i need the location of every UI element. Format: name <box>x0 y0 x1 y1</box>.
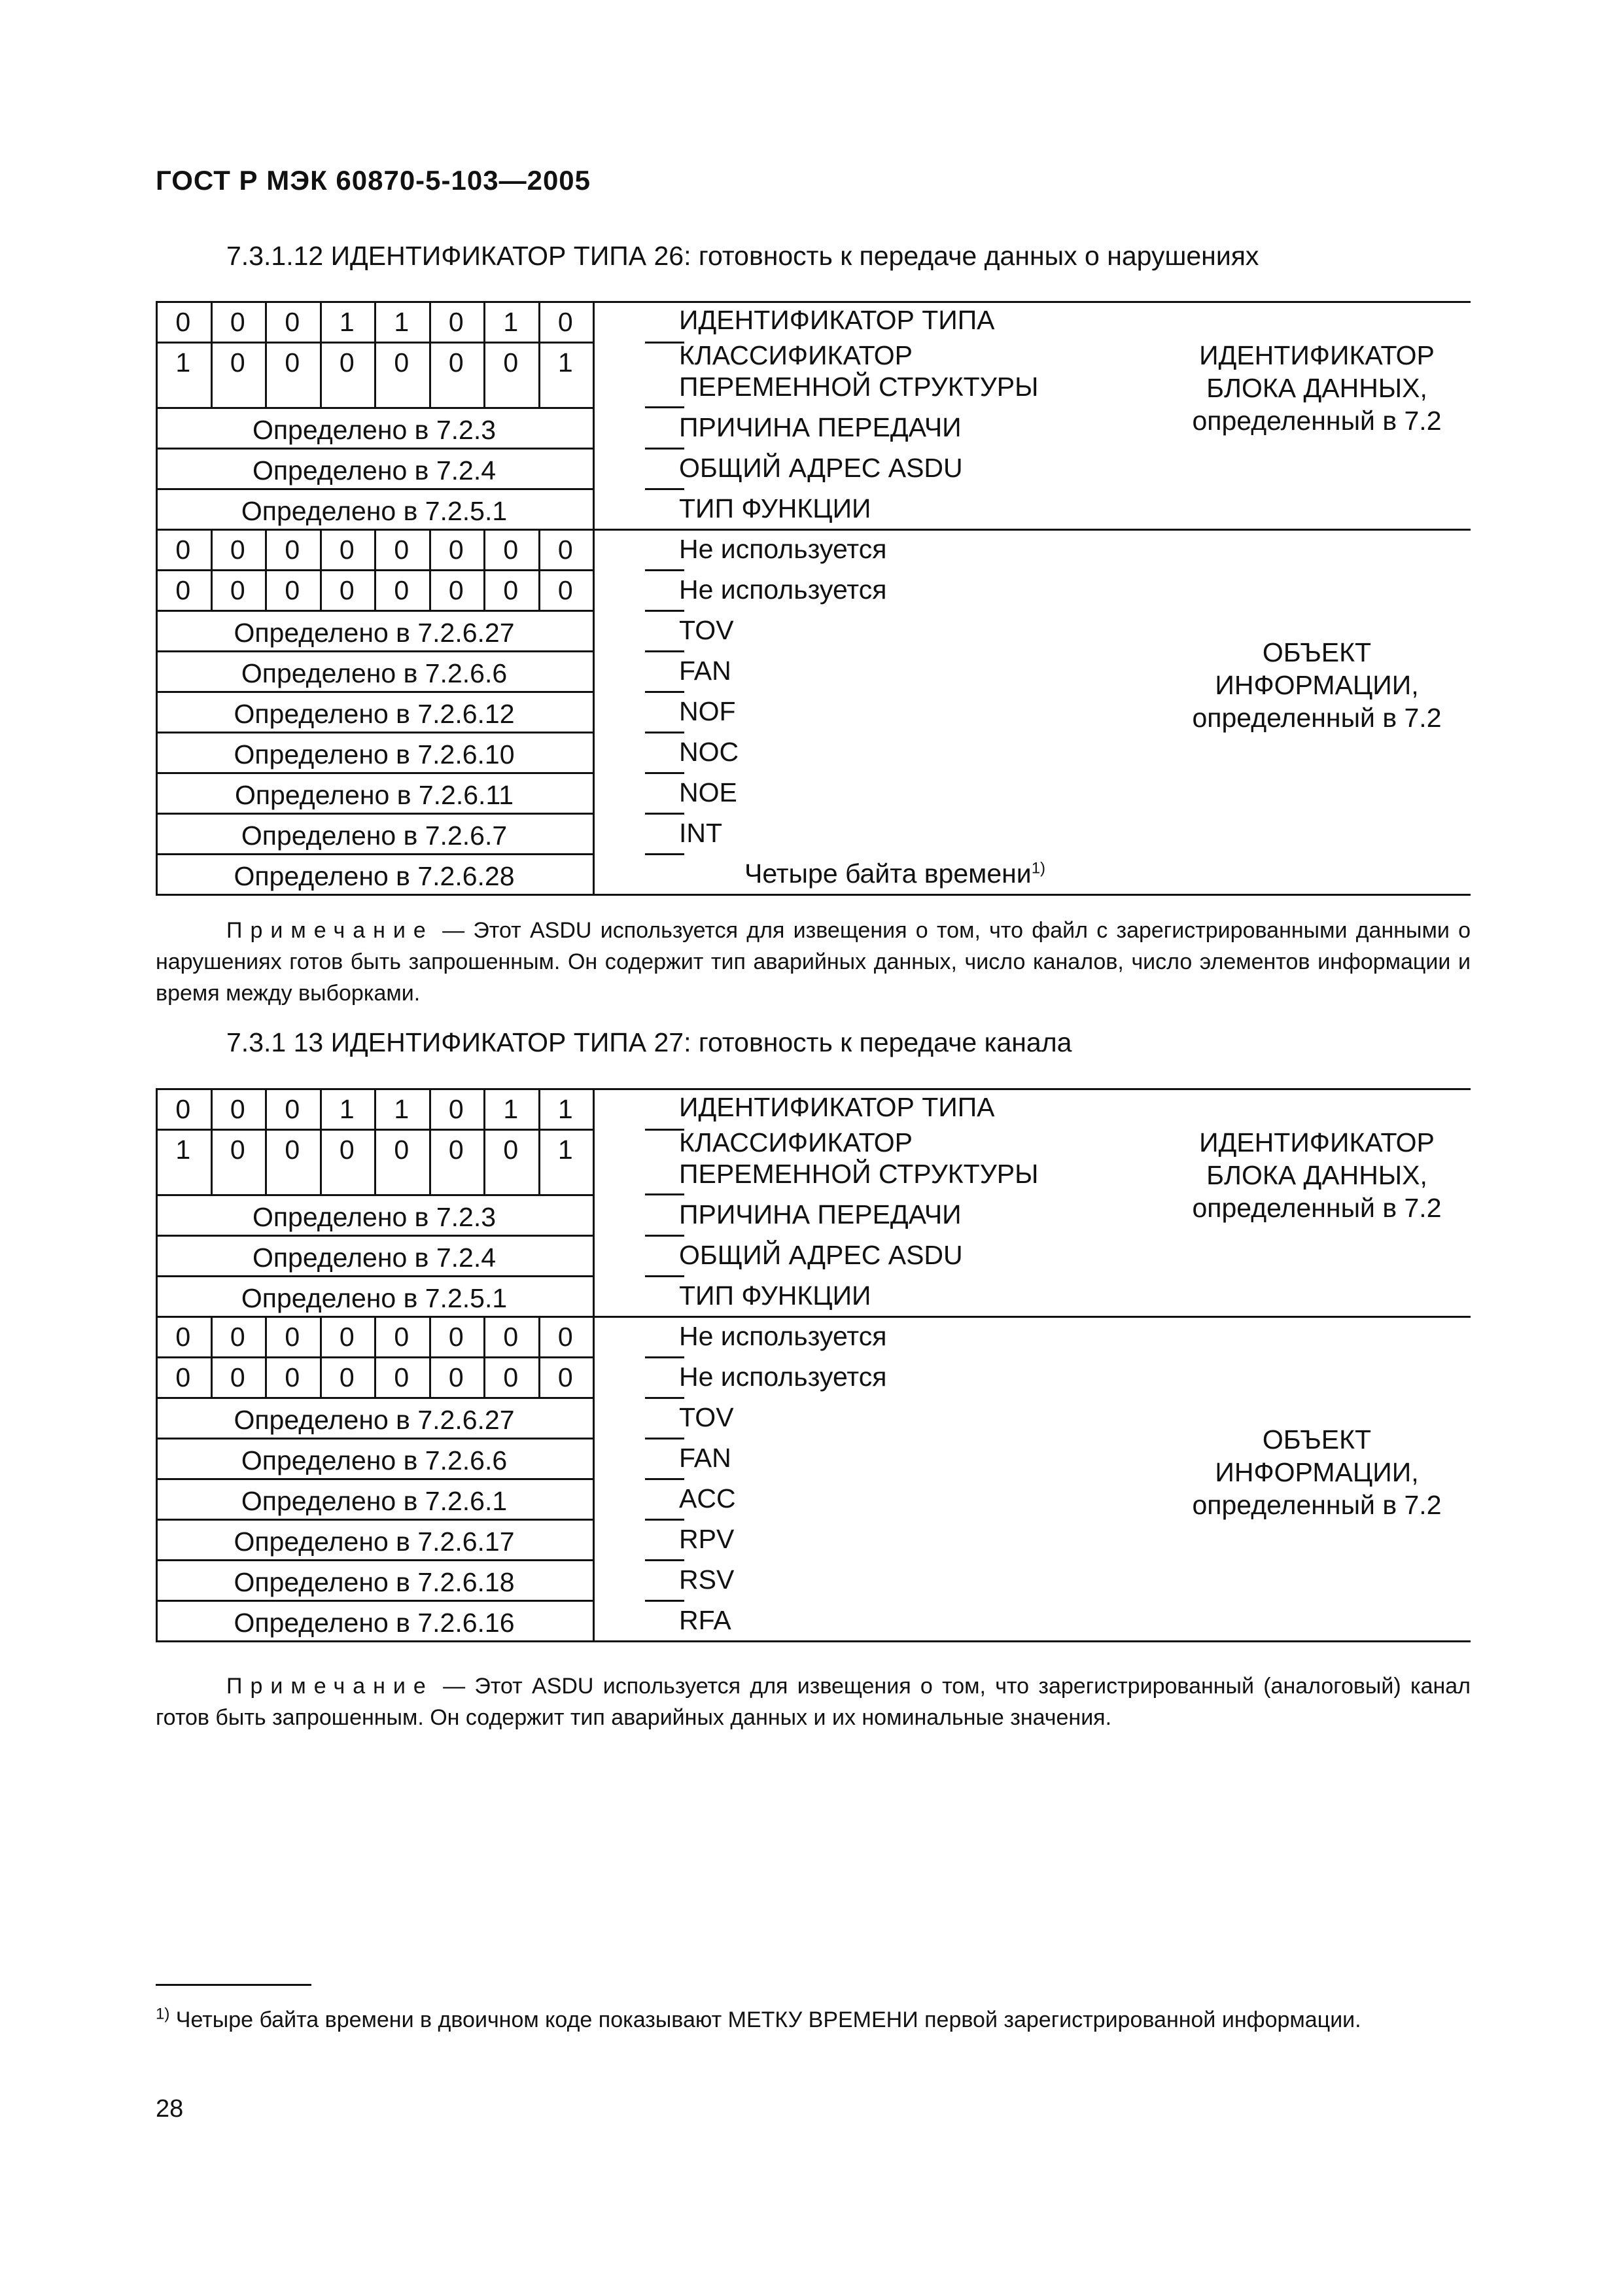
page-number: 28 <box>156 2095 184 2123</box>
field-label: INT <box>679 818 723 848</box>
side-object-line: определенный в 7.2 <box>1192 1490 1442 1520</box>
bit-cell: 1 <box>557 1094 573 1124</box>
bit-cell: 0 <box>339 347 355 378</box>
definition-cell: Определено в 7.2.5.1 <box>241 496 508 526</box>
table-divider <box>593 301 595 894</box>
leader-tick <box>645 772 684 774</box>
side-object-line: ОБЪЕКТ <box>1262 637 1372 667</box>
bit-cell: 0 <box>394 535 410 565</box>
leader-tick <box>645 1397 684 1399</box>
footnote-ref: 1) <box>1031 859 1046 877</box>
information-object-label <box>1163 1423 1471 1521</box>
note-prefix: Примечание <box>226 918 434 943</box>
table-row-line <box>156 853 593 855</box>
field-label: ИДЕНТИФИКАТОР ТИПА <box>679 305 995 335</box>
definition-cell: Определено в 7.2.6.27 <box>234 618 515 648</box>
definition-cell: Определено в 7.2.6.6 <box>241 1445 508 1475</box>
bit-cell: 0 <box>339 1362 355 1392</box>
bit-cell: 0 <box>230 347 245 378</box>
table-row-line <box>156 448 593 450</box>
bit-cell: 0 <box>285 347 300 378</box>
bit-cell: 0 <box>503 347 519 378</box>
note-type-27 <box>156 1670 1471 1733</box>
leader-tick <box>645 1235 684 1237</box>
field-label: Не используется <box>679 534 887 564</box>
definition-cell: Определено в 7.2.4 <box>252 1243 497 1273</box>
leader-tick <box>645 691 684 693</box>
table-row-line <box>156 691 593 693</box>
bit-cell: 0 <box>285 1135 300 1165</box>
note-text: — Этот ASDU используется для извещения о том, что файл с зарегистрированными данными о нарушениях готов быть запрошенным. Он содержит тип аварийных данных, число каналов, число элементов информации и время между выборками. <box>156 918 1471 1006</box>
leader-tick <box>645 1559 684 1561</box>
side-object-line: ИНФОРМАЦИИ, <box>1215 1457 1419 1487</box>
side-block-line: определенный в 7.2 <box>1192 406 1442 436</box>
leader-tick <box>645 1600 684 1602</box>
field-label: Не используется <box>679 1362 887 1392</box>
note-prefix: Примечание <box>226 1674 434 1699</box>
field-label: ПРИЧИНА ПЕРЕДАЧИ <box>679 412 962 442</box>
document-code: ГОСТ Р МЭК 60870-5-103—2005 <box>156 165 591 196</box>
table-row-line <box>156 1438 593 1439</box>
field-label: ИДЕНТИФИКАТОР ТИПА <box>679 1092 995 1122</box>
table-row-line <box>156 407 593 409</box>
field-label: NOC <box>679 737 739 767</box>
leader-tick <box>645 1519 684 1521</box>
definition-cell: Определено в 7.2.6.17 <box>234 1527 515 1557</box>
leader-tick <box>645 813 684 815</box>
side-block-line: ИДЕНТИФИКАТОР <box>1199 340 1435 370</box>
table-row-line <box>156 1397 593 1399</box>
bit-cell: 0 <box>285 1322 300 1352</box>
block-separator-rule <box>593 529 1471 531</box>
table-row-line <box>156 1478 593 1480</box>
leader-tick <box>645 1275 684 1277</box>
bottom-rule <box>156 894 1471 896</box>
bit-cell: 0 <box>175 535 191 565</box>
definition-cell: Определено в 7.2.6.6 <box>241 658 508 688</box>
leader-tick <box>645 1478 684 1480</box>
definition-cell: Определено в 7.2.5.1 <box>241 1283 508 1313</box>
table-row-line <box>156 732 593 733</box>
side-object-line: ОБЪЕКТ <box>1262 1424 1372 1455</box>
bit-cell: 0 <box>448 307 464 337</box>
field-label: RPV <box>679 1524 735 1554</box>
side-object-line: определенный в 7.2 <box>1192 703 1442 733</box>
bit-cell: 0 <box>557 575 573 605</box>
definition-cell: Определено в 7.2.6.18 <box>234 1567 515 1597</box>
field-label: ОБЩИЙ АДРЕС ASDU <box>679 453 963 483</box>
bit-cell: 0 <box>394 1135 410 1165</box>
field-label: КЛАССИФИКАТОР <box>679 1127 913 1157</box>
time-label-text: Четыре байта времени <box>744 858 1032 889</box>
data-unit-identifier-label <box>1163 1126 1471 1224</box>
table-row-line <box>156 1235 593 1237</box>
leader-tick <box>645 1438 684 1439</box>
bit-cell: 0 <box>230 1362 245 1392</box>
information-object-label <box>1163 636 1471 734</box>
top-rule <box>156 1088 1471 1090</box>
bit-cell: 0 <box>557 1322 573 1352</box>
bottom-rule <box>156 1640 1471 1642</box>
leader-tick <box>645 853 684 855</box>
bit-cell: 0 <box>230 1094 245 1124</box>
leader-tick <box>645 569 684 571</box>
bit-cell: 0 <box>175 307 191 337</box>
field-label: FAN <box>679 1443 731 1473</box>
leader-tick <box>645 650 684 652</box>
bit-cell: 0 <box>175 575 191 605</box>
definition-cell: Определено в 7.2.6.1 <box>241 1486 508 1516</box>
footnote-text: Четыре байта времени в двоичном коде показывают МЕТКУ ВРЕМЕНИ первой зарегистрированной информации. <box>169 2007 1361 2032</box>
bit-cell: 0 <box>339 575 355 605</box>
leader-tick <box>645 342 684 344</box>
leader-tick <box>645 1193 684 1195</box>
bit-cell: 0 <box>557 307 573 337</box>
definition-cell: Определено в 7.2.6.28 <box>234 861 515 891</box>
table-row-line <box>156 1600 593 1602</box>
field-label: ОБЩИЙ АДРЕС ASDU <box>679 1240 963 1270</box>
leader-tick <box>645 529 684 531</box>
definition-cell: Определено в 7.2.6.11 <box>234 780 514 810</box>
field-label: RSV <box>679 1564 735 1595</box>
bit-cell: 1 <box>557 347 573 378</box>
footnote <box>156 2004 1471 2036</box>
bit-cell: 0 <box>230 1322 245 1352</box>
bit-cell: 1 <box>503 307 519 337</box>
definition-cell: Определено в 7.2.3 <box>252 415 497 445</box>
bit-cell: 1 <box>339 307 355 337</box>
definition-cell: Определено в 7.2.3 <box>252 1202 497 1232</box>
bit-cell: 0 <box>394 347 410 378</box>
table-row-line <box>156 488 593 490</box>
bit-cell: 0 <box>448 1322 464 1352</box>
table-row-line <box>156 1275 593 1277</box>
table-row-line <box>156 1559 593 1561</box>
section-heading-type-27: 7.3.1 13 ИДЕНТИФИКАТОР ТИПА 27: готовность к передаче канала <box>226 1027 1072 1057</box>
bit-cell: 0 <box>230 1135 245 1165</box>
section-heading-type-26: 7.3.1.12 ИДЕНТИФИКАТОР ТИПА 26: готовность к передаче данных о нарушениях <box>226 241 1259 271</box>
bit-cell: 0 <box>285 307 300 337</box>
definition-cell: Определено в 7.2.6.7 <box>241 821 508 851</box>
leader-tick <box>645 488 684 490</box>
asdu-table-type-26 <box>156 301 1471 894</box>
field-label: FAN <box>679 656 731 686</box>
bit-cell: 0 <box>448 535 464 565</box>
leader-tick <box>645 1356 684 1358</box>
side-block-line: БЛОКА ДАННЫХ, <box>1206 373 1427 403</box>
leader-tick <box>645 448 684 450</box>
side-object-line: ИНФОРМАЦИИ, <box>1215 670 1419 700</box>
field-label: TOV <box>679 615 734 645</box>
table-row-line <box>156 610 593 612</box>
bit-cell: 0 <box>339 1135 355 1165</box>
footnote-rule <box>156 1984 311 1986</box>
bit-cell: 0 <box>175 1362 191 1392</box>
table-row-line <box>156 813 593 815</box>
bit-cell: 0 <box>503 1135 519 1165</box>
field-label: ПЕРЕМЕННОЙ СТРУКТУРЫ <box>679 1159 1039 1189</box>
leader-tick <box>645 1129 684 1131</box>
bit-cell: 0 <box>448 347 464 378</box>
field-label: ACC <box>679 1483 736 1513</box>
definition-cell: Определено в 7.2.6.10 <box>234 739 515 769</box>
definition-cell: Определено в 7.2.4 <box>252 455 497 486</box>
bit-cell: 0 <box>503 575 519 605</box>
bit-cell: 0 <box>285 575 300 605</box>
field-label: NOF <box>679 696 736 726</box>
bit-cell: 0 <box>394 575 410 605</box>
bit-cell: 0 <box>285 535 300 565</box>
bit-cell: 0 <box>230 535 245 565</box>
bit-cell: 0 <box>503 535 519 565</box>
field-label: Не используется <box>679 574 887 605</box>
field-label: TOV <box>679 1402 734 1432</box>
side-block-line: БЛОКА ДАННЫХ, <box>1206 1160 1427 1190</box>
asdu-table-type-27 <box>156 1088 1471 1640</box>
bit-cell: 0 <box>230 307 245 337</box>
table-row-line <box>156 772 593 774</box>
footnote-mark: 1) <box>156 2005 170 2023</box>
bit-cell: 1 <box>175 1135 191 1165</box>
bit-cell: 0 <box>339 535 355 565</box>
bit-cell: 0 <box>285 1094 300 1124</box>
bit-cell: 0 <box>285 1362 300 1392</box>
side-block-line: определенный в 7.2 <box>1192 1193 1442 1223</box>
table-row-line <box>156 650 593 652</box>
bit-cell: 1 <box>175 347 191 378</box>
table-row-line <box>156 1194 593 1196</box>
leader-tick <box>645 406 684 408</box>
definition-cell: Определено в 7.2.6.16 <box>234 1608 515 1638</box>
field-label: ПРИЧИНА ПЕРЕДАЧИ <box>679 1199 962 1229</box>
bit-cell: 0 <box>448 1135 464 1165</box>
data-unit-identifier-label <box>1163 339 1471 437</box>
note-text: — Этот ASDU используется для извещения о том, что зарегистрированный (аналоговый) канал готов быть запрошенным. Он содержит тип аварийных данных и их номинальные значения. <box>156 1674 1471 1730</box>
definition-cell: Определено в 7.2.6.27 <box>234 1405 515 1435</box>
table-divider <box>593 1088 595 1640</box>
top-rule <box>156 301 1471 303</box>
leader-tick <box>645 1316 684 1318</box>
bit-cell: 0 <box>448 575 464 605</box>
field-label: ПЕРЕМЕННОЙ СТРУКТУРЫ <box>679 372 1039 402</box>
bit-cell: 0 <box>175 1094 191 1124</box>
leader-tick <box>645 732 684 733</box>
bit-cell: 1 <box>503 1094 519 1124</box>
field-label: КЛАССИФИКАТОР <box>679 340 913 370</box>
field-label: NOE <box>679 777 737 807</box>
bit-cell: 1 <box>557 1135 573 1165</box>
bit-cell: 0 <box>557 1362 573 1392</box>
bit-cell: 0 <box>448 1362 464 1392</box>
bit-cell: 0 <box>394 1322 410 1352</box>
field-label: ТИП ФУНКЦИИ <box>679 493 871 523</box>
leader-tick <box>645 610 684 612</box>
bit-cell: 1 <box>339 1094 355 1124</box>
definition-cell: Определено в 7.2.6.12 <box>234 699 515 729</box>
table-row-line <box>156 1519 593 1521</box>
block-separator-rule <box>593 1316 1471 1318</box>
bit-cell: 0 <box>557 535 573 565</box>
bit-cell: 0 <box>175 1322 191 1352</box>
bit-cell: 1 <box>394 1094 410 1124</box>
bit-cell: 1 <box>394 307 410 337</box>
bit-cell: 0 <box>394 1362 410 1392</box>
bit-cell: 0 <box>503 1362 519 1392</box>
side-block-line: ИДЕНТИФИКАТОР <box>1199 1127 1435 1157</box>
field-label: Не используется <box>679 1321 887 1351</box>
field-label: RFA <box>679 1605 731 1635</box>
note-type-26 <box>156 915 1471 1009</box>
field-label <box>744 857 1045 890</box>
field-label: ТИП ФУНКЦИИ <box>679 1280 871 1311</box>
bit-cell: 0 <box>448 1094 464 1124</box>
bit-cell: 0 <box>339 1322 355 1352</box>
bit-cell: 0 <box>230 575 245 605</box>
bit-cell: 0 <box>503 1322 519 1352</box>
